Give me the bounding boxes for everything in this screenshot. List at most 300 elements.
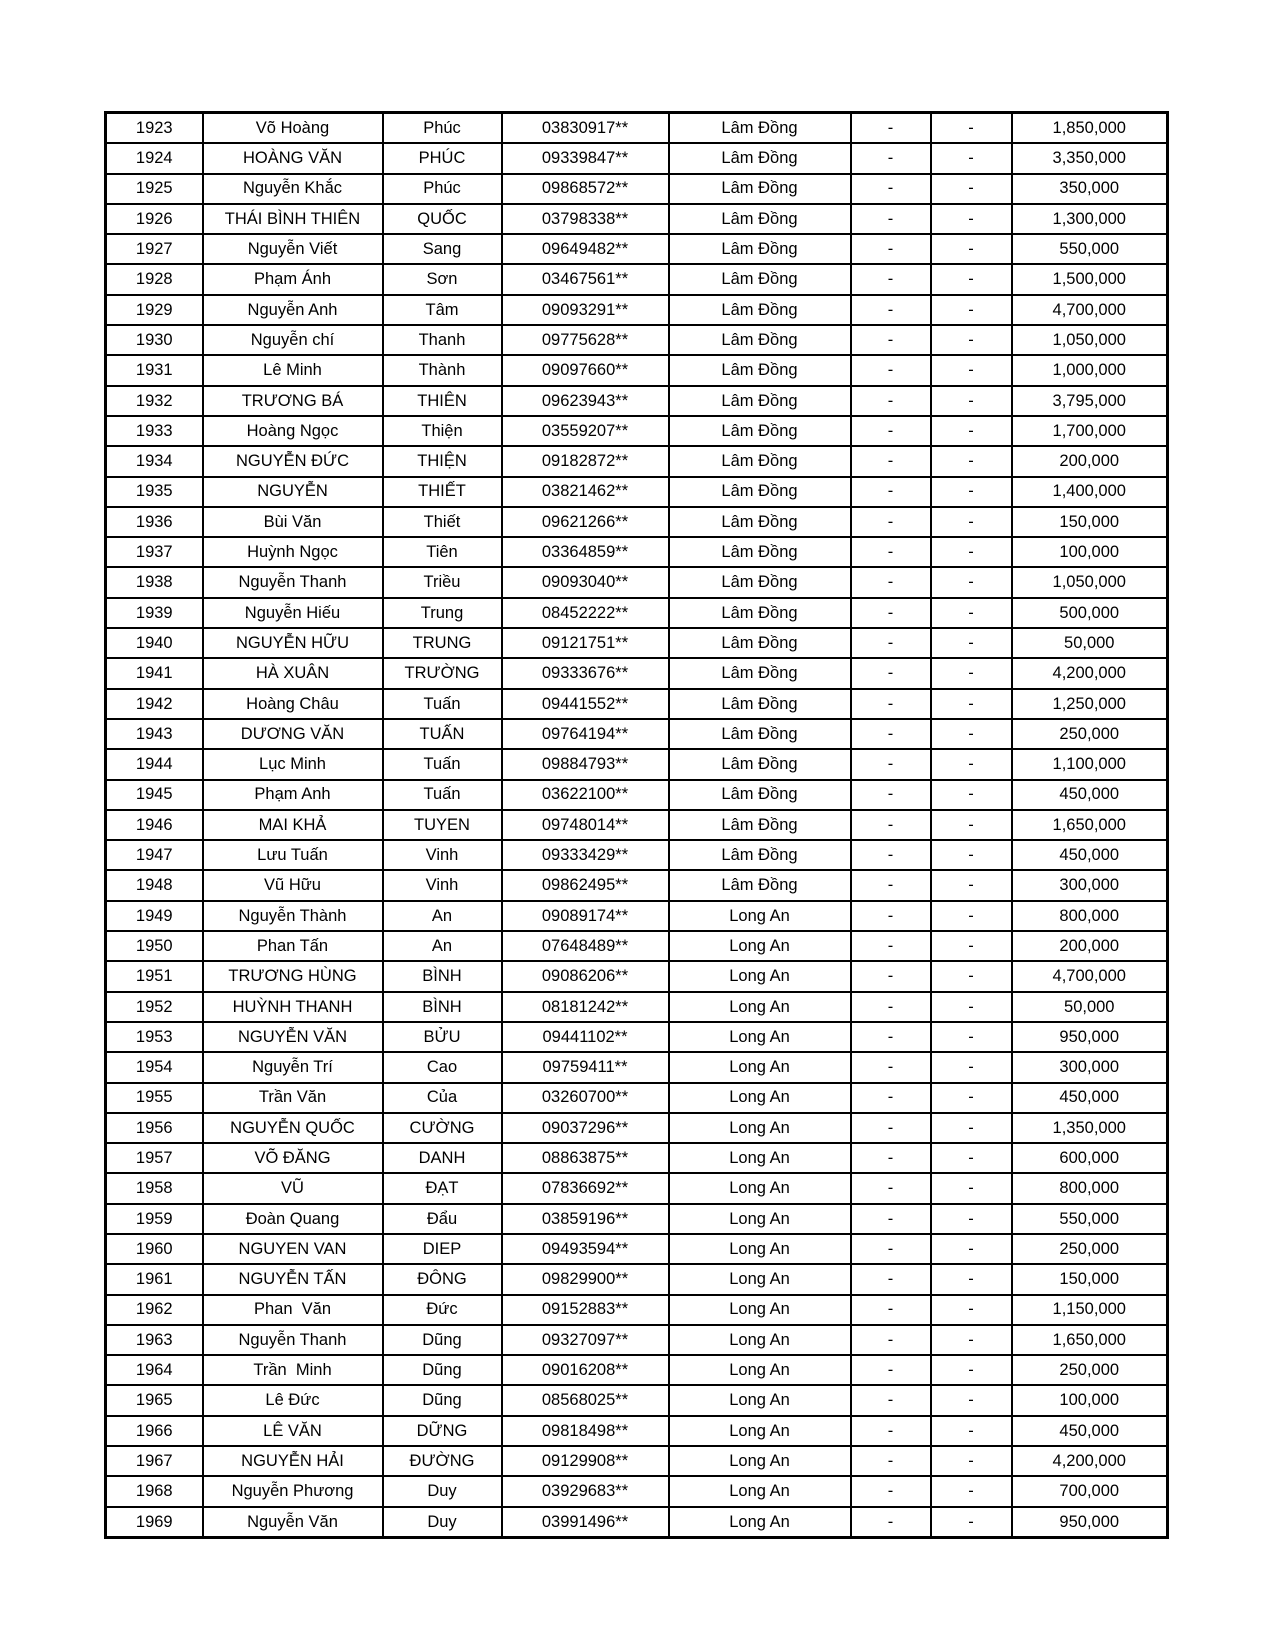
table-row bbox=[106, 446, 1168, 476]
dash-cell: - bbox=[931, 1507, 1012, 1538]
given-name-cell: Trung bbox=[383, 598, 502, 628]
dash-cell: - bbox=[851, 446, 931, 476]
first-middle-name-cell: MAI KHẢ bbox=[203, 810, 383, 840]
row-index-cell: 1947 bbox=[106, 840, 203, 870]
table-row bbox=[106, 174, 1168, 204]
dash-cell: - bbox=[851, 1446, 931, 1476]
dash-cell: - bbox=[931, 295, 1012, 325]
phone-cell: 09339847** bbox=[502, 143, 669, 173]
given-name-cell: TUẤN bbox=[383, 719, 502, 749]
amount-cell: 350,000 bbox=[1012, 174, 1168, 204]
dash-cell: - bbox=[931, 1295, 1012, 1325]
dash-cell: - bbox=[851, 416, 931, 446]
table-row bbox=[106, 507, 1168, 537]
amount-cell: 1,150,000 bbox=[1012, 1295, 1168, 1325]
dash-cell: - bbox=[851, 1325, 931, 1355]
phone-cell: 09086206** bbox=[502, 961, 669, 991]
dash-cell: - bbox=[931, 1325, 1012, 1355]
phone-cell: 09333676** bbox=[502, 658, 669, 688]
dash-cell: - bbox=[931, 1204, 1012, 1234]
table-row bbox=[106, 1446, 1168, 1476]
dash-cell: - bbox=[851, 174, 931, 204]
table-row bbox=[106, 992, 1168, 1022]
amount-cell: 4,200,000 bbox=[1012, 1446, 1168, 1476]
phone-cell: 03991496** bbox=[502, 1507, 669, 1538]
table-row bbox=[106, 113, 1168, 144]
province-cell: Lâm Đồng bbox=[669, 507, 851, 537]
given-name-cell: Đức bbox=[383, 1295, 502, 1325]
dash-cell: - bbox=[931, 567, 1012, 597]
phone-cell: 03929683** bbox=[502, 1476, 669, 1506]
table-row bbox=[106, 719, 1168, 749]
row-index-cell: 1941 bbox=[106, 658, 203, 688]
row-index-cell: 1934 bbox=[106, 446, 203, 476]
row-index-cell: 1961 bbox=[106, 1264, 203, 1294]
dash-cell: - bbox=[931, 234, 1012, 264]
first-middle-name-cell: NGUYỄN HẢI bbox=[203, 1446, 383, 1476]
province-cell: Lâm Đồng bbox=[669, 780, 851, 810]
given-name-cell: Dũng bbox=[383, 1355, 502, 1385]
dash-cell: - bbox=[931, 1476, 1012, 1506]
given-name-cell: ĐÔNG bbox=[383, 1264, 502, 1294]
table-row bbox=[106, 1083, 1168, 1113]
phone-cell: 09748014** bbox=[502, 810, 669, 840]
table-row bbox=[106, 295, 1168, 325]
row-index-cell: 1943 bbox=[106, 719, 203, 749]
province-cell: Lâm Đồng bbox=[669, 567, 851, 597]
row-index-cell: 1948 bbox=[106, 870, 203, 900]
first-middle-name-cell: Phạm Ánh bbox=[203, 264, 383, 294]
dash-cell: - bbox=[851, 204, 931, 234]
dash-cell: - bbox=[931, 870, 1012, 900]
table-row bbox=[106, 537, 1168, 567]
given-name-cell: TUYEN bbox=[383, 810, 502, 840]
province-cell: Long An bbox=[669, 1295, 851, 1325]
given-name-cell: Dũng bbox=[383, 1385, 502, 1415]
amount-cell: 950,000 bbox=[1012, 1507, 1168, 1538]
amount-cell: 550,000 bbox=[1012, 234, 1168, 264]
table-row bbox=[106, 931, 1168, 961]
row-index-cell: 1966 bbox=[106, 1416, 203, 1446]
amount-cell: 150,000 bbox=[1012, 1264, 1168, 1294]
dash-cell: - bbox=[931, 1234, 1012, 1264]
first-middle-name-cell: HUỲNH THANH bbox=[203, 992, 383, 1022]
phone-cell: 08181242** bbox=[502, 992, 669, 1022]
dash-cell: - bbox=[931, 1416, 1012, 1446]
first-middle-name-cell: Võ Hoàng bbox=[203, 113, 383, 144]
phone-cell: 03559207** bbox=[502, 416, 669, 446]
amount-cell: 1,500,000 bbox=[1012, 264, 1168, 294]
dash-cell: - bbox=[931, 658, 1012, 688]
dash-cell: - bbox=[931, 1083, 1012, 1113]
province-cell: Lâm Đồng bbox=[669, 113, 851, 144]
dash-cell: - bbox=[931, 598, 1012, 628]
table-row bbox=[106, 810, 1168, 840]
amount-cell: 450,000 bbox=[1012, 1416, 1168, 1446]
dash-cell: - bbox=[851, 1052, 931, 1082]
dash-cell: - bbox=[931, 507, 1012, 537]
province-cell: Long An bbox=[669, 1355, 851, 1385]
amount-cell: 300,000 bbox=[1012, 870, 1168, 900]
payments-table bbox=[104, 111, 1169, 1539]
amount-cell: 4,200,000 bbox=[1012, 658, 1168, 688]
row-index-cell: 1933 bbox=[106, 416, 203, 446]
first-middle-name-cell: VŨ bbox=[203, 1173, 383, 1203]
dash-cell: - bbox=[931, 325, 1012, 355]
dash-cell: - bbox=[851, 810, 931, 840]
given-name-cell: Sơn bbox=[383, 264, 502, 294]
given-name-cell: Của bbox=[383, 1083, 502, 1113]
given-name-cell: Tiên bbox=[383, 537, 502, 567]
phone-cell: 09764194** bbox=[502, 719, 669, 749]
dash-cell: - bbox=[851, 1113, 931, 1143]
row-index-cell: 1938 bbox=[106, 567, 203, 597]
amount-cell: 100,000 bbox=[1012, 537, 1168, 567]
amount-cell: 700,000 bbox=[1012, 1476, 1168, 1506]
table-row bbox=[106, 234, 1168, 264]
dash-cell: - bbox=[851, 1355, 931, 1385]
first-middle-name-cell: Lục Minh bbox=[203, 749, 383, 779]
amount-cell: 100,000 bbox=[1012, 1385, 1168, 1415]
phone-cell: 09868572** bbox=[502, 174, 669, 204]
table-row bbox=[106, 689, 1168, 719]
amount-cell: 450,000 bbox=[1012, 840, 1168, 870]
dash-cell: - bbox=[851, 264, 931, 294]
row-index-cell: 1956 bbox=[106, 1113, 203, 1143]
table-row bbox=[106, 1325, 1168, 1355]
phone-cell: 03830917** bbox=[502, 113, 669, 144]
dash-cell: - bbox=[931, 1173, 1012, 1203]
phone-cell: 07836692** bbox=[502, 1173, 669, 1203]
dash-cell: - bbox=[931, 1022, 1012, 1052]
row-index-cell: 1935 bbox=[106, 477, 203, 507]
province-cell: Lâm Đồng bbox=[669, 234, 851, 264]
dash-cell: - bbox=[931, 1113, 1012, 1143]
dash-cell: - bbox=[851, 537, 931, 567]
phone-cell: 09129908** bbox=[502, 1446, 669, 1476]
amount-cell: 950,000 bbox=[1012, 1022, 1168, 1052]
phone-cell: 09327097** bbox=[502, 1325, 669, 1355]
first-middle-name-cell: TRƯƠNG HÙNG bbox=[203, 961, 383, 991]
table-row bbox=[106, 658, 1168, 688]
dash-cell: - bbox=[931, 204, 1012, 234]
row-index-cell: 1955 bbox=[106, 1083, 203, 1113]
dash-cell: - bbox=[931, 174, 1012, 204]
first-middle-name-cell: Nguyễn Thanh bbox=[203, 567, 383, 597]
given-name-cell: An bbox=[383, 901, 502, 931]
table-row bbox=[106, 1416, 1168, 1446]
table-row bbox=[106, 1234, 1168, 1264]
dash-cell: - bbox=[931, 1446, 1012, 1476]
row-index-cell: 1964 bbox=[106, 1355, 203, 1385]
amount-cell: 1,700,000 bbox=[1012, 416, 1168, 446]
row-index-cell: 1928 bbox=[106, 264, 203, 294]
amount-cell: 3,350,000 bbox=[1012, 143, 1168, 173]
table-row bbox=[106, 1204, 1168, 1234]
province-cell: Lâm Đồng bbox=[669, 840, 851, 870]
phone-cell: 09829900** bbox=[502, 1264, 669, 1294]
given-name-cell: Cao bbox=[383, 1052, 502, 1082]
row-index-cell: 1946 bbox=[106, 810, 203, 840]
table-row bbox=[106, 1143, 1168, 1173]
province-cell: Long An bbox=[669, 1507, 851, 1538]
amount-cell: 1,000,000 bbox=[1012, 355, 1168, 385]
first-middle-name-cell: HOÀNG VĂN bbox=[203, 143, 383, 173]
first-middle-name-cell: NGUYEN VAN bbox=[203, 1234, 383, 1264]
table-row bbox=[106, 204, 1168, 234]
dash-cell: - bbox=[851, 658, 931, 688]
phone-cell: 09884793** bbox=[502, 749, 669, 779]
row-index-cell: 1937 bbox=[106, 537, 203, 567]
phone-cell: 03364859** bbox=[502, 537, 669, 567]
row-index-cell: 1932 bbox=[106, 386, 203, 416]
province-cell: Lâm Đồng bbox=[669, 537, 851, 567]
province-cell: Lâm Đồng bbox=[669, 204, 851, 234]
province-cell: Lâm Đồng bbox=[669, 749, 851, 779]
province-cell: Long An bbox=[669, 1173, 851, 1203]
first-middle-name-cell: Đoàn Quang bbox=[203, 1204, 383, 1234]
dash-cell: - bbox=[851, 567, 931, 597]
table-row bbox=[106, 628, 1168, 658]
row-index-cell: 1963 bbox=[106, 1325, 203, 1355]
first-middle-name-cell: Bùi Văn bbox=[203, 507, 383, 537]
given-name-cell: Duy bbox=[383, 1507, 502, 1538]
dash-cell: - bbox=[851, 1507, 931, 1538]
first-middle-name-cell: Nguyễn Viết bbox=[203, 234, 383, 264]
given-name-cell: ĐƯỜNG bbox=[383, 1446, 502, 1476]
given-name-cell: Sang bbox=[383, 234, 502, 264]
dash-cell: - bbox=[931, 143, 1012, 173]
dash-cell: - bbox=[851, 961, 931, 991]
phone-cell: 09759411** bbox=[502, 1052, 669, 1082]
dash-cell: - bbox=[931, 961, 1012, 991]
dash-cell: - bbox=[851, 628, 931, 658]
dash-cell: - bbox=[851, 1022, 931, 1052]
table-row bbox=[106, 1355, 1168, 1385]
province-cell: Long An bbox=[669, 992, 851, 1022]
given-name-cell: Dũng bbox=[383, 1325, 502, 1355]
dash-cell: - bbox=[851, 1416, 931, 1446]
table-row bbox=[106, 1385, 1168, 1415]
row-index-cell: 1929 bbox=[106, 295, 203, 325]
dash-cell: - bbox=[851, 234, 931, 264]
phone-cell: 09089174** bbox=[502, 901, 669, 931]
province-cell: Lâm Đồng bbox=[669, 264, 851, 294]
phone-cell: 09333429** bbox=[502, 840, 669, 870]
phone-cell: 09441552** bbox=[502, 689, 669, 719]
first-middle-name-cell: Nguyễn Thanh bbox=[203, 1325, 383, 1355]
row-index-cell: 1942 bbox=[106, 689, 203, 719]
given-name-cell: Triều bbox=[383, 567, 502, 597]
dash-cell: - bbox=[851, 780, 931, 810]
row-index-cell: 1927 bbox=[106, 234, 203, 264]
first-middle-name-cell: Vũ Hữu bbox=[203, 870, 383, 900]
first-middle-name-cell: Trần Văn bbox=[203, 1083, 383, 1113]
province-cell: Lâm Đồng bbox=[669, 477, 851, 507]
first-middle-name-cell: NGUYỄN QUỐC bbox=[203, 1113, 383, 1143]
dash-cell: - bbox=[931, 416, 1012, 446]
row-index-cell: 1962 bbox=[106, 1295, 203, 1325]
table-row bbox=[106, 355, 1168, 385]
province-cell: Lâm Đồng bbox=[669, 325, 851, 355]
dash-cell: - bbox=[931, 810, 1012, 840]
amount-cell: 300,000 bbox=[1012, 1052, 1168, 1082]
province-cell: Lâm Đồng bbox=[669, 870, 851, 900]
dash-cell: - bbox=[931, 901, 1012, 931]
province-cell: Lâm Đồng bbox=[669, 446, 851, 476]
phone-cell: 09093040** bbox=[502, 567, 669, 597]
amount-cell: 600,000 bbox=[1012, 1143, 1168, 1173]
given-name-cell: PHÚC bbox=[383, 143, 502, 173]
province-cell: Long An bbox=[669, 1325, 851, 1355]
phone-cell: 03859196** bbox=[502, 1204, 669, 1234]
dash-cell: - bbox=[851, 931, 931, 961]
dash-cell: - bbox=[851, 325, 931, 355]
table-row bbox=[106, 477, 1168, 507]
table-row bbox=[106, 961, 1168, 991]
table-row bbox=[106, 749, 1168, 779]
dash-cell: - bbox=[851, 295, 931, 325]
given-name-cell: QUỐC bbox=[383, 204, 502, 234]
province-cell: Long An bbox=[669, 1113, 851, 1143]
table-row bbox=[106, 870, 1168, 900]
phone-cell: 09621266** bbox=[502, 507, 669, 537]
row-index-cell: 1959 bbox=[106, 1204, 203, 1234]
dash-cell: - bbox=[931, 113, 1012, 144]
first-middle-name-cell: DƯƠNG VĂN bbox=[203, 719, 383, 749]
row-index-cell: 1945 bbox=[106, 780, 203, 810]
amount-cell: 200,000 bbox=[1012, 446, 1168, 476]
given-name-cell: BỬU bbox=[383, 1022, 502, 1052]
province-cell: Long An bbox=[669, 1204, 851, 1234]
province-cell: Long An bbox=[669, 1416, 851, 1446]
row-index-cell: 1957 bbox=[106, 1143, 203, 1173]
row-index-cell: 1940 bbox=[106, 628, 203, 658]
province-cell: Lâm Đồng bbox=[669, 416, 851, 446]
first-middle-name-cell: Nguyễn Khắc bbox=[203, 174, 383, 204]
phone-cell: 08452222** bbox=[502, 598, 669, 628]
given-name-cell: Tâm bbox=[383, 295, 502, 325]
phone-cell: 09441102** bbox=[502, 1022, 669, 1052]
dash-cell: - bbox=[931, 628, 1012, 658]
first-middle-name-cell: Lê Đức bbox=[203, 1385, 383, 1415]
dash-cell: - bbox=[851, 1173, 931, 1203]
dash-cell: - bbox=[851, 689, 931, 719]
first-middle-name-cell: Phan Văn bbox=[203, 1295, 383, 1325]
row-index-cell: 1950 bbox=[106, 931, 203, 961]
dash-cell: - bbox=[851, 870, 931, 900]
first-middle-name-cell: THÁI BÌNH THIÊN bbox=[203, 204, 383, 234]
province-cell: Long An bbox=[669, 1052, 851, 1082]
dash-cell: - bbox=[931, 446, 1012, 476]
dash-cell: - bbox=[851, 992, 931, 1022]
given-name-cell: TRUNG bbox=[383, 628, 502, 658]
table-body bbox=[106, 113, 1168, 1538]
first-middle-name-cell: Huỳnh Ngọc bbox=[203, 537, 383, 567]
province-cell: Long An bbox=[669, 1083, 851, 1113]
phone-cell: 09093291** bbox=[502, 295, 669, 325]
table-row bbox=[106, 780, 1168, 810]
phone-cell: 09121751** bbox=[502, 628, 669, 658]
first-middle-name-cell: NGUYỄN HỮU bbox=[203, 628, 383, 658]
phone-cell: 09649482** bbox=[502, 234, 669, 264]
row-index-cell: 1944 bbox=[106, 749, 203, 779]
phone-cell: 09152883** bbox=[502, 1295, 669, 1325]
table-row bbox=[106, 1264, 1168, 1294]
dash-cell: - bbox=[931, 264, 1012, 294]
first-middle-name-cell: NGUYỄN bbox=[203, 477, 383, 507]
dash-cell: - bbox=[851, 598, 931, 628]
phone-cell: 09623943** bbox=[502, 386, 669, 416]
dash-cell: - bbox=[851, 386, 931, 416]
province-cell: Long An bbox=[669, 1022, 851, 1052]
first-middle-name-cell: TRƯƠNG BÁ bbox=[203, 386, 383, 416]
province-cell: Long An bbox=[669, 1446, 851, 1476]
dash-cell: - bbox=[851, 1295, 931, 1325]
province-cell: Lâm Đồng bbox=[669, 810, 851, 840]
province-cell: Lâm Đồng bbox=[669, 598, 851, 628]
given-name-cell: Thiện bbox=[383, 416, 502, 446]
dash-cell: - bbox=[851, 1264, 931, 1294]
amount-cell: 200,000 bbox=[1012, 931, 1168, 961]
dash-cell: - bbox=[931, 386, 1012, 416]
first-middle-name-cell: Nguyễn Hiếu bbox=[203, 598, 383, 628]
given-name-cell: Thanh bbox=[383, 325, 502, 355]
first-middle-name-cell: HÀ XUÂN bbox=[203, 658, 383, 688]
given-name-cell: BÌNH bbox=[383, 961, 502, 991]
given-name-cell: TRƯỜNG bbox=[383, 658, 502, 688]
province-cell: Lâm Đồng bbox=[669, 295, 851, 325]
dash-cell: - bbox=[931, 1385, 1012, 1415]
given-name-cell: Tuấn bbox=[383, 780, 502, 810]
row-index-cell: 1930 bbox=[106, 325, 203, 355]
table-row bbox=[106, 1173, 1168, 1203]
table-row bbox=[106, 325, 1168, 355]
row-index-cell: 1926 bbox=[106, 204, 203, 234]
dash-cell: - bbox=[851, 1385, 931, 1415]
phone-cell: 03622100** bbox=[502, 780, 669, 810]
row-index-cell: 1954 bbox=[106, 1052, 203, 1082]
first-middle-name-cell: Lê Minh bbox=[203, 355, 383, 385]
dash-cell: - bbox=[931, 780, 1012, 810]
phone-cell: 07648489** bbox=[502, 931, 669, 961]
table-row bbox=[106, 1022, 1168, 1052]
dash-cell: - bbox=[931, 992, 1012, 1022]
province-cell: Lâm Đồng bbox=[669, 386, 851, 416]
amount-cell: 4,700,000 bbox=[1012, 961, 1168, 991]
row-index-cell: 1958 bbox=[106, 1173, 203, 1203]
dash-cell: - bbox=[851, 143, 931, 173]
province-cell: Long An bbox=[669, 1476, 851, 1506]
table-row bbox=[106, 386, 1168, 416]
row-index-cell: 1969 bbox=[106, 1507, 203, 1538]
amount-cell: 450,000 bbox=[1012, 1083, 1168, 1113]
table-row bbox=[106, 567, 1168, 597]
phone-cell: 09097660** bbox=[502, 355, 669, 385]
province-cell: Lâm Đồng bbox=[669, 355, 851, 385]
dash-cell: - bbox=[931, 689, 1012, 719]
table-row bbox=[106, 1476, 1168, 1506]
amount-cell: 1,650,000 bbox=[1012, 1325, 1168, 1355]
row-index-cell: 1968 bbox=[106, 1476, 203, 1506]
phone-cell: 09182872** bbox=[502, 446, 669, 476]
phone-cell: 09016208** bbox=[502, 1355, 669, 1385]
row-index-cell: 1967 bbox=[106, 1446, 203, 1476]
given-name-cell: THIẾT bbox=[383, 477, 502, 507]
given-name-cell: THIỆN bbox=[383, 446, 502, 476]
given-name-cell: ĐẠT bbox=[383, 1173, 502, 1203]
amount-cell: 50,000 bbox=[1012, 992, 1168, 1022]
